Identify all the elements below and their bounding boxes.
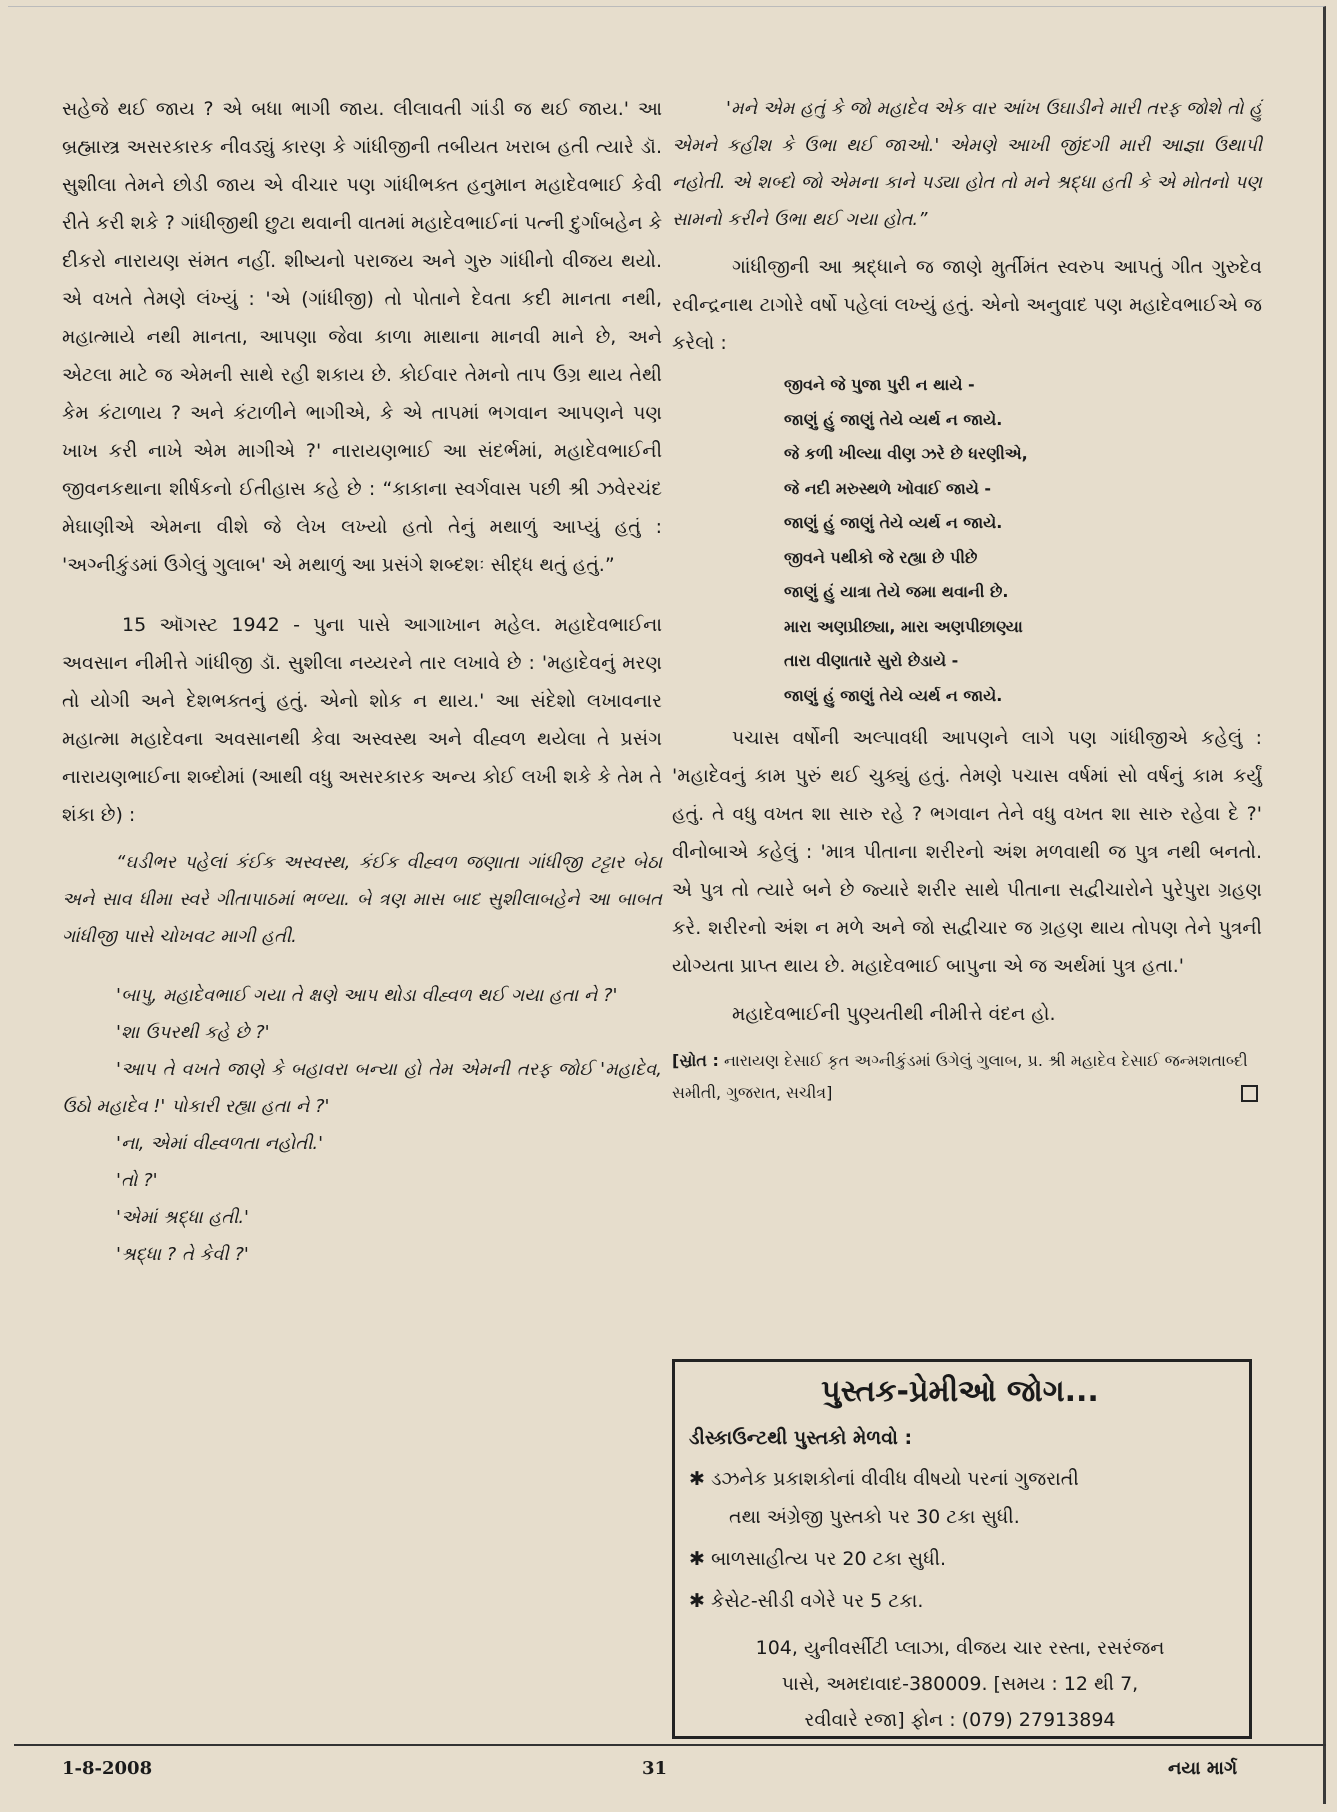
poem-line: તારા વીણાતારે સુરો છેડાયે - — [784, 651, 959, 670]
ad-item-text: બાળસાહીત્ય પર 20 ટકા સુધી. — [710, 1548, 947, 1570]
quote-7: 'એમાં શ્રદ્ધા હતી.' — [116, 1207, 249, 1228]
paragraph-2: 15 ઑગસ્ટ 1942 - પુના પાસે આગાખાન મહેલ. મહાદેવભાઈના અવસાન નીમીત્તે ગાંધીજી ડૉ. સુશીલા નય્યરને તાર લખાવે છે : 'મહાદેવનું મરણ તો યોગી અને દેશભક્તનું હતું. એનો શોક ન થાય.' આ સંદેશો લખાવનાર મહાત્મા મહાદેવના અવસાનથી કેવા અસ્વસ્થ અને વીહ્વળ થયેલા તે પ્રસંગ નારાયણભાઈના શબ્દોમાં (આથી વધુ અસરકારક અન્ય કોઈ લખી શકે કે તેમ તે શંકા છે) : — [62, 614, 662, 826]
poem — [784, 368, 1262, 713]
paragraph-4: પચાસ વર્ષોની અલ્પાવધી આપણને લાગે પણ ગાંધીજીએ કહેલું : 'મહાદેવનું કામ પુરું થઈ ચુક્યું હતું. તેમણે પચાસ વર્ષમાં સો વર્ષનું કામ કર્યું હતું. તે વધુ વખત શા સારુ રહે ? ભગવાન તેને વધુ વખત શા સારુ રહેવા દે ?' વીનોબાએ કહેલું : 'માત્ર પીતાના શરીરનો અંશ મળવાથી જ પુત્ર નથી બનતો. એ પુત્ર તો ત્યારે બને છે જ્યારે શરીર સાથે પીતાના સદ્વીચારોને પુરેપુરા ગ્રહણ કરે. શરીરનો અંશ ન મળે અને જો સદ્વીચાર જ ગ્રહણ થાય તોપણ તેને પુત્રની યોગ્યતા પ્રાપ્ત થાય છે. મહાદેવભાઈ બાપુના એ જ અર્થમાં પુત્ર હતા.' — [672, 727, 1262, 977]
magazine-name: નયા માર્ગ — [1168, 1758, 1238, 1779]
quote-4: 'આપ તે વખતે જાણે કે બહાવરા બન્યા હો તેમ એમની તરફ જોઈ 'મહાદેવ, ઉઠો મહાદેવ !' પોકારી રહ્યા હતા ને ?' — [62, 1059, 662, 1117]
poem-line: જાણું હું જાણું તેયે વ્યર્થ ન જાયે. — [784, 409, 1003, 429]
ad-list-item — [689, 1460, 1231, 1536]
right-column — [672, 90, 1262, 1109]
quote-1: “ઘડીભર પહેલાં કંઈક અસ્વસ્થ, કંઈક વીહ્વળ જણાતા ગાંધીજી ટટ્ટાર બેઠા અને સાવ ધીમા સ્વરે ગીતાપાઠમાં ભળ્યા. બે ત્રણ માસ બાદ સુશીલાબહેને આ બાબત ગાંધીજી પાસે ચોખવટ માગી હતી. — [62, 852, 662, 947]
poem-line: જાણું હું જાણું તેયે વ્યર્થ ન જાયે. — [784, 513, 1003, 532]
end-of-article-square-icon — [1241, 1085, 1258, 1102]
ad-item-text: ડઝનેક પ્રકાશકોનાં વીવીધ વીષયો પરનાં ગુજરાતી — [710, 1468, 1079, 1490]
bookshop-advertisement-box — [672, 1359, 1252, 1739]
paragraph-5: મહાદેવભાઈની પુણ્યતીથી નીમીત્તે વંદન હો. — [732, 1003, 1056, 1025]
asterisk-bullet-icon: ✱ — [689, 1590, 705, 1612]
page-number: 31 — [642, 1758, 668, 1779]
quote-5: 'ના, એમાં વીહ્વળતા નહોતી.' — [116, 1133, 324, 1154]
ad-item-text-continued: તથા અંગ્રેજી પુસ્તકો પર 30 ટકા સુધી. — [729, 1506, 1020, 1528]
paragraph-3: ગાંધીજીની આ શ્રદ્ધાને જ જાણે મુર્તીમંત સ્વરુપ આપતું ગીત ગુરુદેવ રવીન્દ્રનાથ ટાગોરે વર્ષો પહેલાં લખ્યું હતું. એનો અનુવાદ પણ મહાદેવભાઈએ જ કરેલો : — [672, 256, 1262, 354]
poem-line: મારા અણપ્રીછ્યા, મારા અણપીછાણ્યા — [784, 616, 1023, 636]
quote-2: 'બાપુ, મહાદેવભાઈ ગયા તે ક્ષણે આપ થોડા વીહ્વળ થઈ ગયા હતા ને ?' — [116, 985, 618, 1006]
poem-line: જીવને પથીકો જે રહ્યા છે પીછે — [784, 547, 978, 567]
quote-3: 'શા ઉપરથી કહે છે ?' — [116, 1022, 270, 1043]
paragraph-1: સહેજે થઈ જાય ? એ બધા ભાગી જાય. લીલાવતી ગાંડી જ થઈ જાય.' આ બ્રહ્માસ્ત્ર અસરકારક નીવડ્યું કારણ કે ગાંધીજીની તબીયત ખરાબ હતી ત્યારે ડૉ. સુશીલા તેમને છોડી જાય એ વીચાર પણ ગાંધીભક્ત હનુમાન મહાદેવભાઈ કેવી રીતે કરી શકે ? ગાંધીજીથી છુટા થવાની વાતમાં મહાદેવભાઈનાં પત્ની દુર્ગાબહેન કે દીકરો નારાયણ સંમત નહીં. શીષ્યનો પરાજય અને ગુરુ ગાંધીનો વીજય થયો. એ વખતે તેમણે લંખ્યું : 'એ (ગાંધીજી) તો પોતાને દેવતા કદી માનતા નથી, મહાત્માયે નથી માનતા, આપણા જેવા કાળા માથાના માનવી માને છે, અને એટલા માટે જ એમની સાથે રહી શકાય છે. કોઈવાર તેમનો તાપ ઉગ્ર થાય તેથી કેમ કંટાળાય ? અને કંટાળીને ભાગીએ, કે એ તાપમાં ભગવાન આપણને પણ ખાખ કરી નાખે એમ માગીએ ?' નારાયણભાઈ આ સંદર્ભમાં, મહાદેવભાઈની જીવનકથાના શીર્ષકનો ઈતીહાસ કહે છે : “કાકાના સ્વર્ગવાસ પછી શ્રી ઝવેરચંદ મેઘાણીએ એમના વીશે જે લેખ લખ્યો હતો તેનું મથાળું આપ્યું હતું : 'અગ્નીકુંડમાં ઉગેલું ગુલાબ' એ મથાળું આ પ્રસંગે શબ્દશઃ સીદ્ધ થતું હતું.” — [62, 98, 662, 576]
ad-list-item — [689, 1540, 1231, 1578]
ad-title: પુસ્તક-પ્રેમીઓ જોગ... — [821, 1374, 1099, 1409]
asterisk-bullet-icon: ✱ — [689, 1468, 705, 1490]
ad-address-line: રવીવારે રજા] ફોન : (079) 27913894 — [804, 1709, 1116, 1731]
quote-6: 'તો ?' — [116, 1170, 158, 1191]
poem-line: જાણું હું જાણું તેયે વ્યર્થ ન જાયે. — [784, 685, 1003, 705]
source-label: [સ્રોત : — [672, 1051, 719, 1070]
source-text: નારાયણ દેસાઈ કૃત અગ્નીકુંડમાં ઉગેલું ગુલાબ, પ્ર. શ્રી મહાદેવ દેસાઈ જન્મશતાબ્દી સમીતી, ગુજરાત, સચીત્ર] — [672, 1051, 1248, 1102]
poem-line: જીવને જે પુજા પુરી ન થાયે - — [784, 375, 975, 394]
source-citation — [672, 1045, 1262, 1109]
left-column — [62, 90, 662, 1273]
poem-line: જાણું હું યાત્રા તેયે જમા થવાની છે. — [784, 582, 1009, 601]
ad-address-line: પાસે, અમદાવાદ-380009. [સમય : 12 થી 7, — [781, 1673, 1139, 1695]
ad-subtitle: ડીસ્કાઉન્ટથી પુસ્તકો મેળવો : — [689, 1427, 913, 1449]
ad-address-line: 104, યુનીવર્સીટી પ્લાઝા, વીજય ચાર રસ્તા, રસરંજન — [755, 1637, 1165, 1659]
poem-line: જે નદી મરુસ્થળે ખોવાઈ જાયે - — [784, 478, 992, 498]
ad-list-item — [689, 1582, 1231, 1620]
footer-rule — [14, 1744, 1326, 1746]
quote-9: 'મને એમ હતું કે જો મહાદેવ એક વાર આંખ ઉઘાડીને મારી તરફ જોશે તો હું એમને કહીશ કે ઉભા થઈ જાઓ.' એમણે આખી જીંદગી મારી આજ્ઞા ઉથાપી નહોતી. એ શબ્દો જો એમના કાને પડ્યા હોત તો મને શ્રદ્ધા હતી કે એ મોતનો પણ સામનો કરીને ઉભા થઈ ગયા હોત.” — [672, 98, 1262, 230]
asterisk-bullet-icon: ✱ — [689, 1548, 705, 1570]
issue-date: 1-8-2008 — [62, 1758, 153, 1779]
ad-address — [689, 1630, 1231, 1738]
quote-8: 'શ્રદ્ધા ? તે કેવી ?' — [116, 1244, 249, 1265]
poem-line: જે કળી ખીલ્યા વીણ ઝરે છે ધરણીએ, — [784, 444, 1028, 463]
ad-item-text: કેસેટ-સીડી વગેરે પર 5 ટકા. — [710, 1590, 924, 1612]
